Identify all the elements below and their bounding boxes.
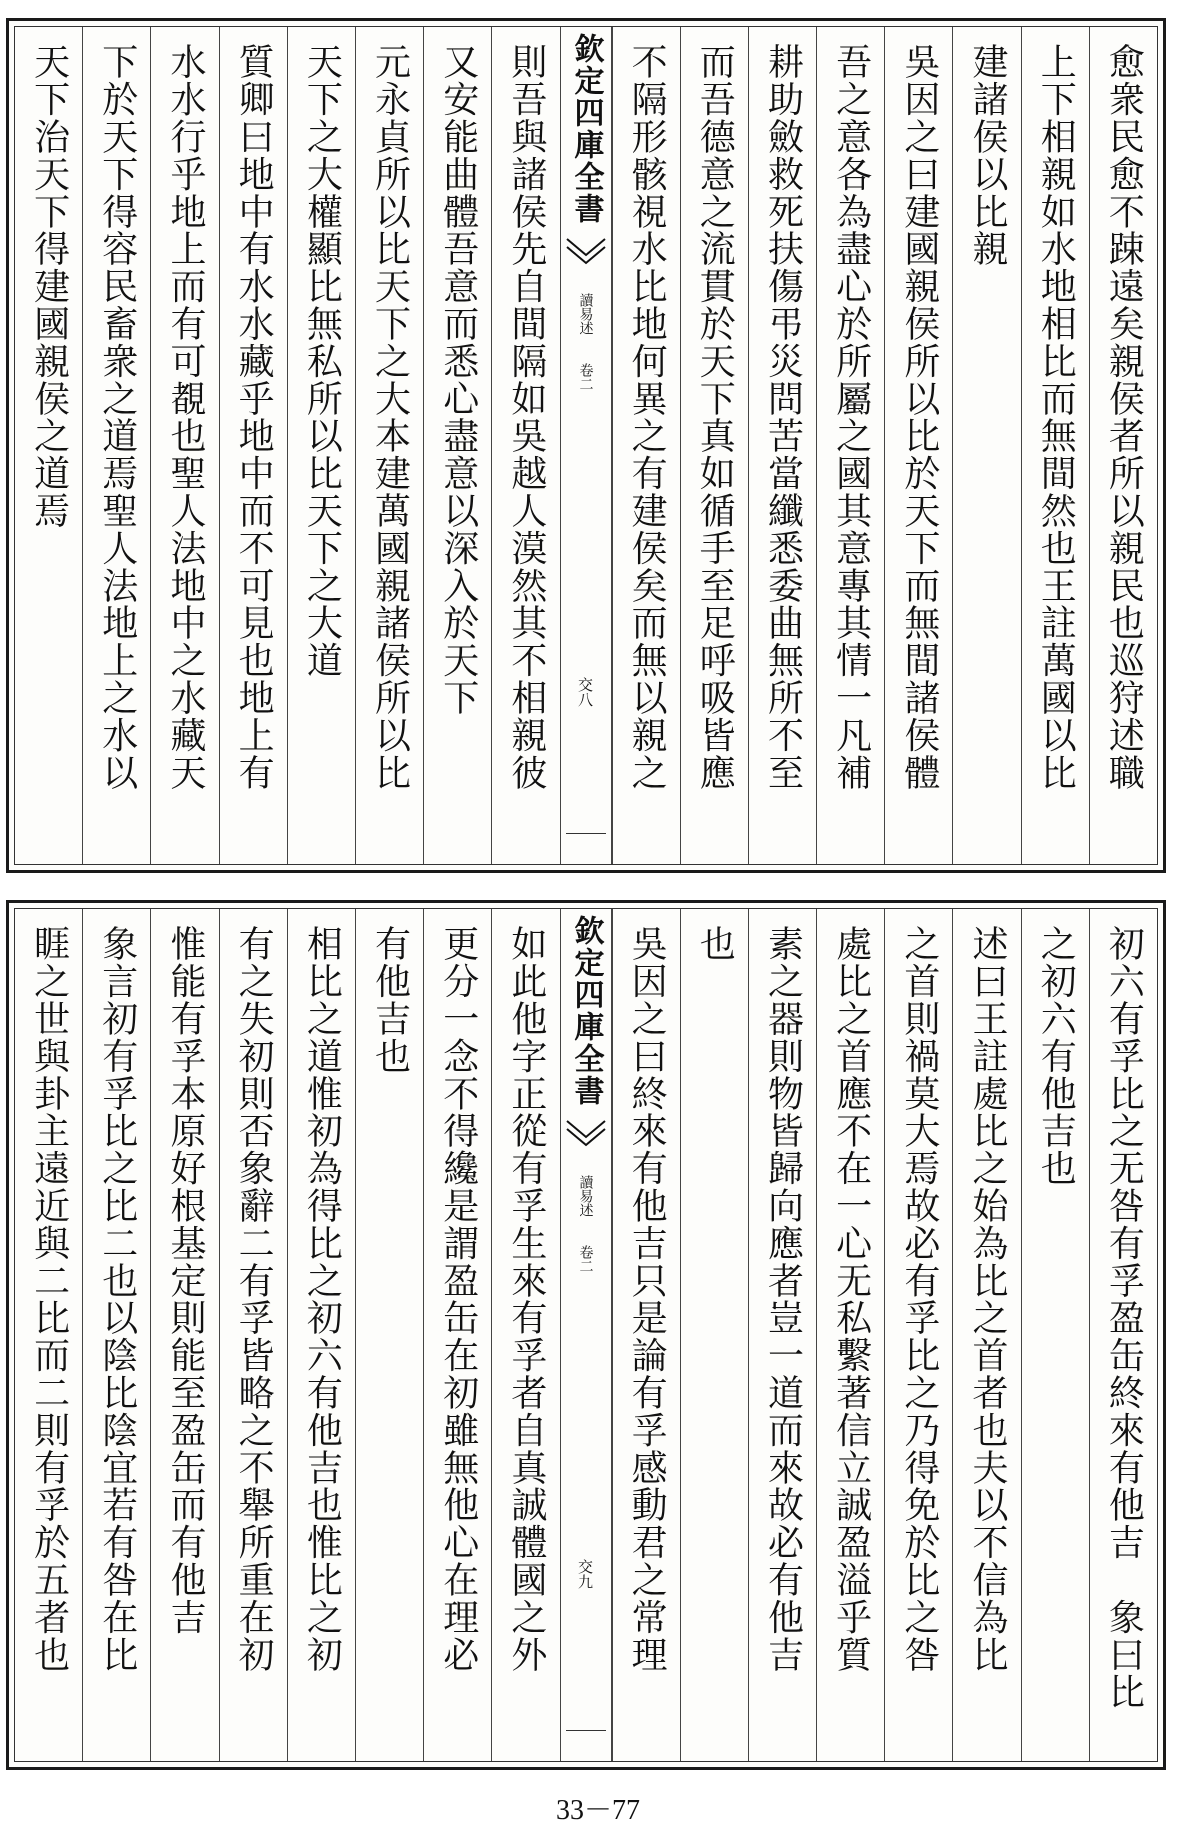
text-column: 又安能曲體吾意而悉心盡意以深入於天下 [423,27,491,864]
upper-page [6,18,1166,873]
text-column: 質卿曰地中有水水藏乎地中而不可見也地上有 [219,27,287,864]
text-column: 吾之意各為盡心於所屬之國其意專其情一凡補 [816,27,884,864]
text-column: 有之失初則否象辭二有孚皆略之不舉所重在初 [219,909,287,1761]
book-title: 欽定四庫全書 [568,33,604,225]
work-title: 讀易述 [577,1175,594,1217]
text-column: 水水行乎地上而有可覩也聖人法地中之水藏天 [150,27,218,864]
volume-label: 卷二 [577,1245,594,1273]
folio-number: 交八 [576,677,594,707]
text-column: 天下之大權顯比無私所以比天下之大道 [287,27,355,864]
text-column: 而吾德意之流貫於天下真如循手至足呼吸皆應 [680,27,748,864]
lower-page [6,900,1166,1770]
text-column: 吳因之曰終來有他吉只是論有孚感動君之常理 [612,909,680,1761]
text-column: 上下相親如水地相比而無間然也王註萬國以比 [1021,27,1089,864]
text-column: 處比之首應不在一心无私繫著信立誠盈溢乎質 [816,909,884,1761]
text-column: 有他吉也 [355,909,423,1761]
page-number: 33－77 [555,1795,640,1826]
text-column: 天下治天下得建國親侯之道焉 [28,43,70,530]
text-column: 建諸侯以比親 [952,27,1020,864]
book-title: 欽定四庫全書 [568,915,604,1107]
text-column: 之首則禍莫大焉故必有孚比之乃得免於比之咎 [884,909,952,1761]
text-column: 下於天下得容民畜衆之道焉聖人法地上之水以 [82,27,150,864]
fold-line [566,1730,606,1731]
text-column: 則吾與諸侯先自間隔如吳越人漠然其不相親彼 [491,27,559,864]
text-column: 吳因之曰建國親侯所以比於天下而無間諸侯體 [884,27,952,864]
text-column: 更分一念不得纔是謂盈缶在初雖無他心在理必 [423,909,491,1761]
text-column: 惟能有孚本原好根基定則能至盈缶而有他吉 [150,909,218,1761]
volume-label: 卷二 [577,363,594,391]
work-title: 讀易述 [577,293,594,335]
text-column: 素之器則物皆歸向應者豈一道而來故必有他吉 [748,909,816,1761]
fish-tail-icon [565,235,607,265]
center-fold [560,27,612,864]
text-column: 初六有孚比之无咎有孚盈缶終來有他吉 象曰比 [1089,909,1157,1761]
text-column: 愈衆民愈不踈遠矣親侯者所以親民也巡狩述職 [1089,27,1157,864]
text-column: 述曰王註處比之始為比之首者也夫以不信為比 [952,909,1020,1761]
text-column: 象言初有孚比之比二也以陰比陰宜若有咎在比 [82,909,150,1761]
text-column: 元永貞所以比天下之大本建萬國親諸侯所以比 [355,27,423,864]
text-column: 也 [680,909,748,1761]
text-column: 之初六有他吉也 [1021,909,1089,1761]
text-column: 睚之世與卦主遠近與二比而二則有孚於五者也 [28,925,70,1673]
fish-tail-icon [565,1117,607,1147]
center-fold [560,909,612,1761]
text-column: 如此他字正從有孚生來有孚者自真誠體國之外 [491,909,559,1761]
text-column: 相比之道惟初為得比之初六有他吉也惟比之初 [287,909,355,1761]
folio-number: 交九 [576,1559,594,1589]
fold-line [566,833,606,834]
text-column: 耕助斂救死扶傷弔災問苦當纖悉委曲無所不至 [748,27,816,864]
text-column: 不隔形骸視水比地何異之有建侯矣而無以親之 [612,27,680,864]
